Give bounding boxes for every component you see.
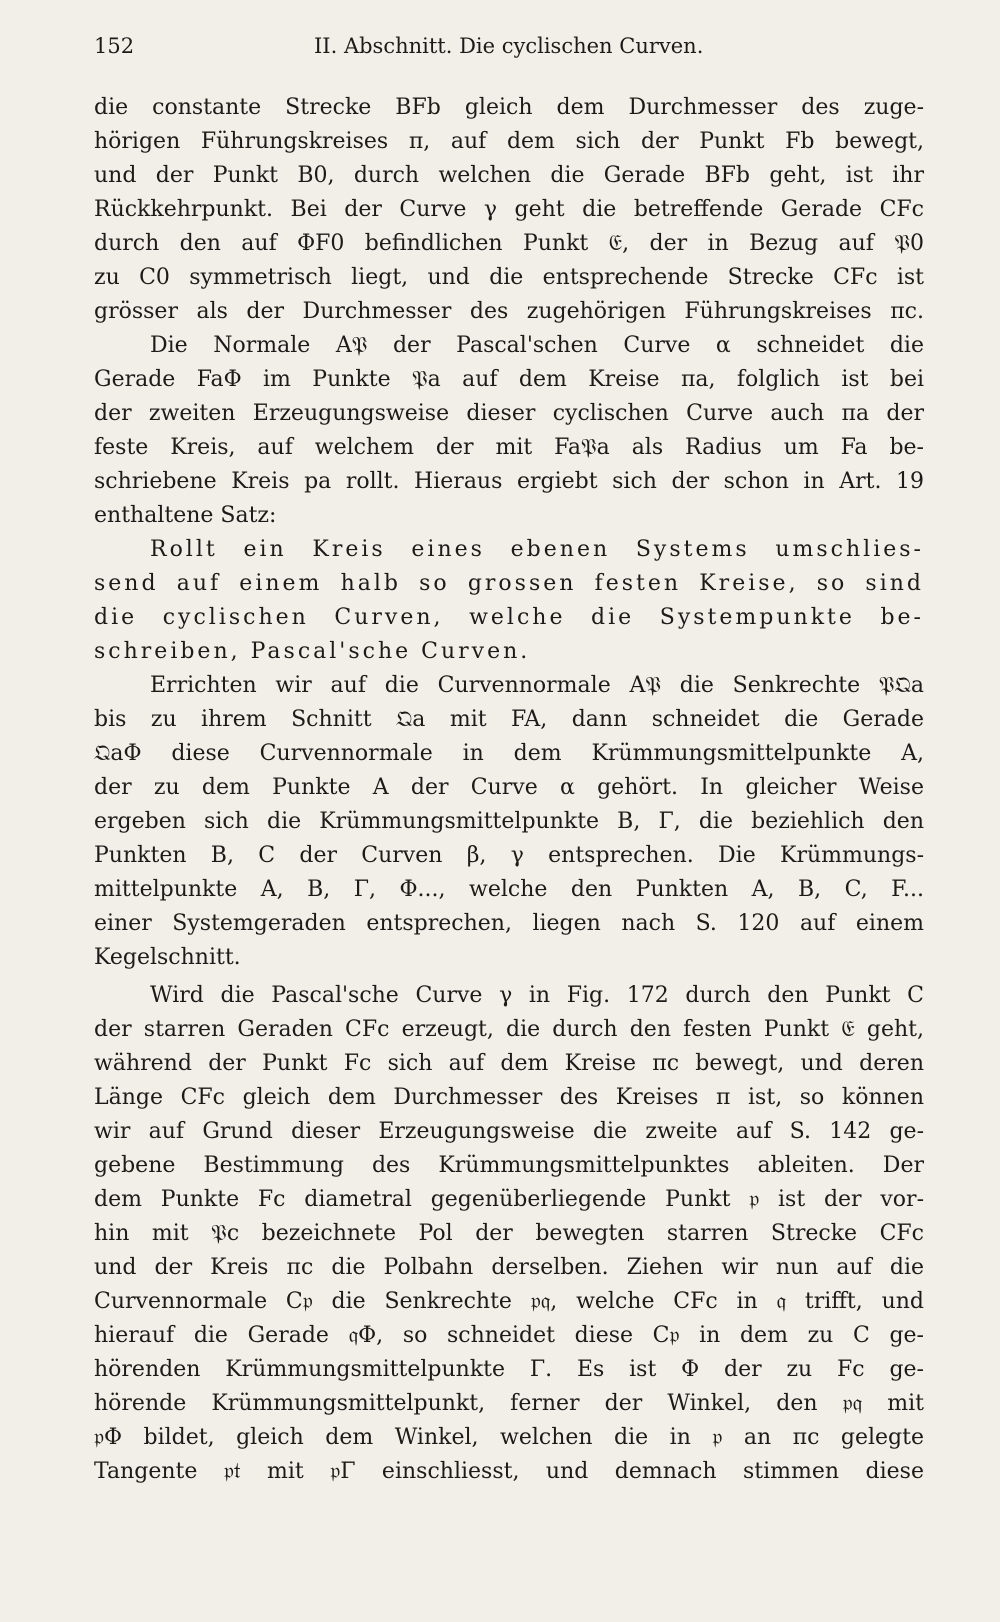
text-line: grösser als der Durchmesser des zugehörigen Führungskreises πc. xyxy=(94,299,924,324)
text-line: Curvennormale C𝔭 die Senkrechte 𝔭𝔮, welche CFc in 𝔮 trifft, und xyxy=(94,1289,924,1314)
text-line: Punkten B, C der Curven β, γ entsprechen. Die Krümmungs- xyxy=(94,843,924,868)
text-line: ergeben sich die Krümmungsmittelpunkte B, Γ, die beziehlich den xyxy=(94,809,924,834)
page-number: 152 xyxy=(94,34,135,58)
text-line: Rückkehrpunkt. Bei der Curve γ geht die betreffende Gerade CFc xyxy=(94,197,924,222)
text-line: Kegelschnitt. xyxy=(94,945,241,970)
text-line: der zweiten Erzeugungsweise dieser cyclischen Curve auch πa der xyxy=(94,401,924,426)
text-line: und der Punkt B0, durch welchen die Gerade BFb geht, ist ihr xyxy=(94,163,924,188)
text-line: der starren Geraden CFc erzeugt, die durch den festen Punkt 𝔈 geht, xyxy=(94,1017,924,1042)
text-line: wir auf Grund dieser Erzeugungsweise die zweite auf S. 142 ge- xyxy=(94,1119,924,1144)
text-line: Tangente 𝔭𝔱 mit 𝔭Γ einschliesst, und demnach stimmen diese xyxy=(94,1459,924,1484)
text-line: und der Kreis πc die Polbahn derselben. Ziehen wir nun auf die xyxy=(94,1255,924,1280)
text-line: während der Punkt Fc sich auf dem Kreise πc bewegt, und deren xyxy=(94,1051,924,1076)
text-line: enthaltene Satz: xyxy=(94,503,277,528)
paragraph-first-line: Die Normale A𝔓 der Pascal'schen Curve α schneidet die xyxy=(150,333,924,358)
text-line: durch den auf ΦF0 befindlichen Punkt 𝔈, der in Bezug auf 𝔓0 xyxy=(94,231,924,256)
theorem-line: schreiben, Pascal'sche Curven. xyxy=(94,639,531,664)
text-line: dem Punkte Fc diametral gegenüberliegende Punkt 𝔭 ist der vor- xyxy=(94,1187,924,1212)
text-line: hierauf die Gerade 𝔮Φ, so schneidet diese C𝔭 in dem zu C ge- xyxy=(94,1323,924,1348)
text-line: hörende Krümmungsmittelpunkt, ferner der Winkel, den 𝔭𝔮 mit xyxy=(94,1391,924,1416)
text-line: Länge CFc gleich dem Durchmesser des Kreises π ist, so können xyxy=(94,1085,924,1110)
text-line: bis zu ihrem Schnitt 𝔔a mit FA, dann schneidet die Gerade xyxy=(94,707,924,732)
text-line: einer Systemgeraden entsprechen, liegen nach S. 120 auf einem xyxy=(94,911,924,936)
text-line: gebene Bestimmung des Krümmungsmittelpunktes ableiten. Der xyxy=(94,1153,924,1178)
text-line: schriebene Kreis pa rollt. Hieraus ergiebt sich der schon in Art. 19 xyxy=(94,469,924,494)
theorem-line: die cyclischen Curven, welche die Systempunkte be- xyxy=(94,605,924,630)
text-line: 𝔭Φ bildet, gleich dem Winkel, welchen die in 𝔭 an πc gelegte xyxy=(94,1425,924,1450)
text-line: feste Kreis, auf welchem der mit Fa𝔓a als Radius um Fa be- xyxy=(94,435,924,460)
text-line: der zu dem Punkte A der Curve α gehört. In gleicher Weise xyxy=(94,775,924,800)
page-header xyxy=(94,34,924,68)
paragraph-first-line: Wird die Pascal'sche Curve γ in Fig. 172 durch den Punkt C xyxy=(150,983,924,1008)
text-line: Gerade FaΦ im Punkte 𝔓a auf dem Kreise πa, folglich ist bei xyxy=(94,367,924,392)
text-line: 𝔔aΦ diese Curvennormale in dem Krümmungsmittelpunkte A, xyxy=(94,741,924,766)
running-title: II. Abschnitt. Die cyclischen Curven. xyxy=(314,34,704,58)
theorem-line: Rollt ein Kreis eines ebenen Systems umschlies- xyxy=(150,537,924,562)
text-line: hörenden Krümmungsmittelpunkte Γ. Es ist Φ der zu Fc ge- xyxy=(94,1357,924,1382)
text-line: zu C0 symmetrisch liegt, und die entsprechende Strecke CFc ist xyxy=(94,265,924,290)
paragraph-first-line: Errichten wir auf die Curvennormale A𝔓 die Senkrechte 𝔓𝔔a xyxy=(150,673,924,698)
text-line: hörigen Führungskreises π, auf dem sich der Punkt Fb bewegt, xyxy=(94,129,924,154)
text-line: mittelpunkte A, B, Γ, Φ..., welche den Punkten A, B, C, F... xyxy=(94,877,924,902)
text-line: hin mit 𝔓c bezeichnete Pol der bewegten starren Strecke CFc xyxy=(94,1221,924,1246)
theorem-line: send auf einem halb so grossen festen Kreise, so sind xyxy=(94,571,924,596)
text-line: die constante Strecke BFb gleich dem Durchmesser des zuge- xyxy=(94,95,924,120)
